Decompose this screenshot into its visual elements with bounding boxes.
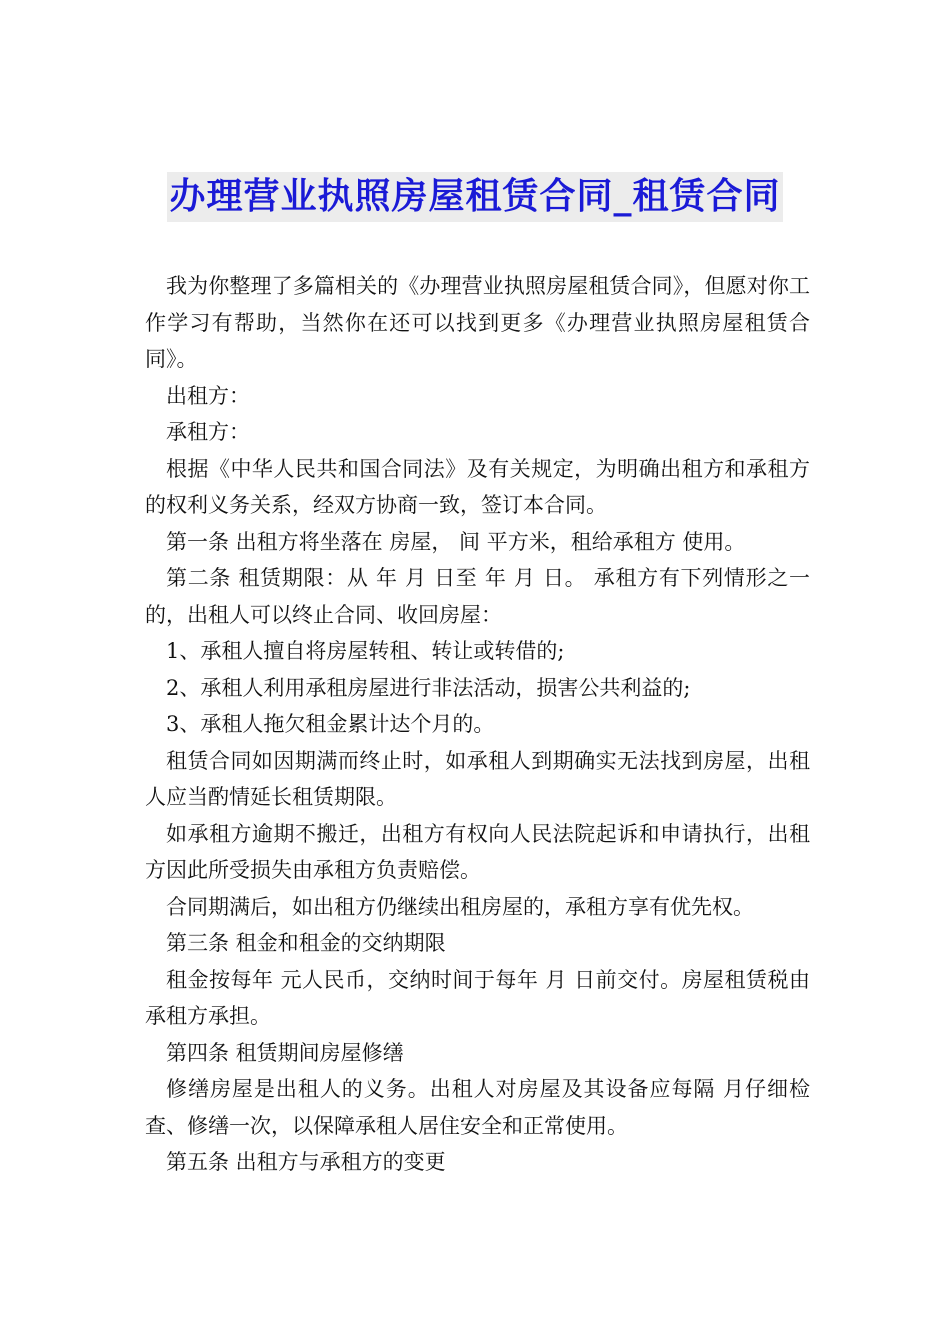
paragraph-expiry: 租赁合同如因期满而终止时，如承租人到期确实无法找到房屋，出租人应当酌情延长租赁期限。: [145, 748, 810, 809]
paragraph-rent: 租金按每年 元人民币，交纳时间于每年 月 日前交付。房屋租赁税由承租方承担。: [145, 967, 810, 1028]
paragraph-article-5: 第五条 出租方与承租方的变更: [166, 1150, 446, 1174]
paragraph-priority: 合同期满后，如出租方仍继续出租房屋的，承租方享有优先权。: [166, 894, 754, 919]
paragraph-article-3: 第三条 租金和租金的交纳期限: [166, 931, 446, 955]
document-body: [145, 268, 810, 1181]
paragraph-lessee: 承租方：: [166, 420, 250, 444]
document-title: 办理营业执照房屋租赁合同_租赁合同: [167, 172, 782, 222]
paragraph-overdue: 如承租方逾期不搬迁，出租方有权向人民法院起诉和申请执行，出租方因此所受损失由承租方负责赔偿。: [145, 821, 810, 882]
paragraph-repair: 修缮房屋是出租人的义务。出租人对房屋及其设备应每隔 月仔细检查、修缮一次，以保障承租人居住安全和正常使用。: [145, 1077, 810, 1138]
paragraph-lessor: 出租方：: [166, 383, 250, 408]
paragraph-article-4: 第四条 租赁期间房屋修缮: [166, 1040, 404, 1065]
paragraph-item-1: 1、承租人擅自将房屋转租、转让或转借的;: [166, 639, 565, 663]
paragraph-item-3: 3、承租人拖欠租金累计达个月的。: [166, 712, 495, 736]
paragraph-article-1: 第一条 出租方将坐落在 房屋， 间 平方米，租给承租方 使用。: [166, 529, 746, 554]
title-container: [0, 172, 950, 222]
paragraph-article-2: 第二条 租赁期限：从 年 月 日至 年 月 日。 承租方有下列情形之一的，出租人可以终止合同、收回房屋：: [145, 566, 810, 627]
paragraph-item-2: 2、承租人利用承租房屋进行非法活动，损害公共利益的;: [166, 675, 691, 700]
paragraph-intro: 我为你整理了多篇相关的《办理营业执照房屋租赁合同》，但愿对你工作学习有帮助，当然你在还可以找到更多《办理营业执照房屋租赁合同》。: [145, 274, 810, 371]
paragraph-basis: 根据《中华人民共和国合同法》及有关规定，为明确出租方和承租方的权利义务关系，经双方协商一致，签订本合同。: [145, 456, 810, 517]
